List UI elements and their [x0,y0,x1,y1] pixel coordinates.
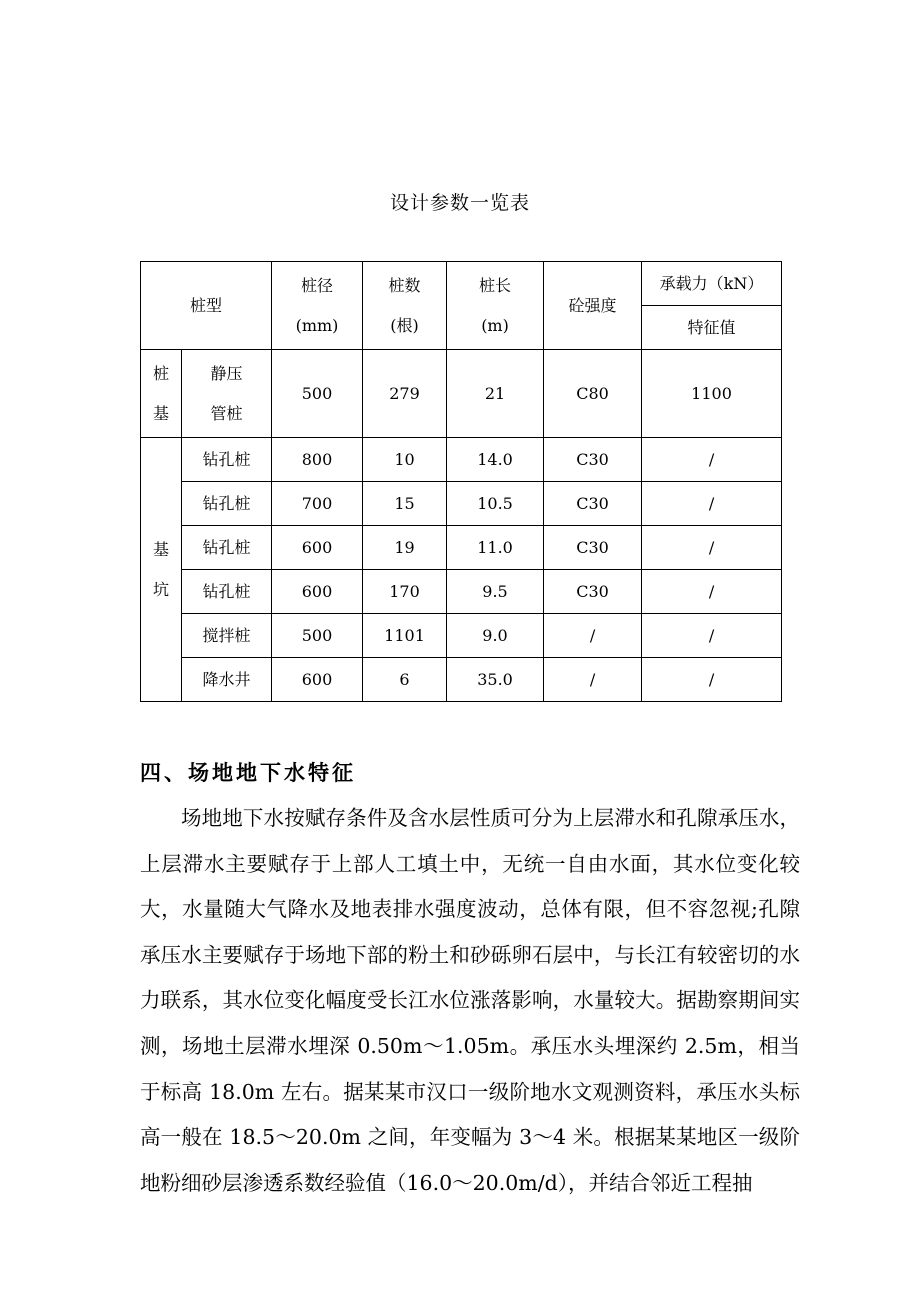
cell-length: 9.5 [447,570,544,614]
cell-type: 钻孔桩 [182,570,272,614]
table-row [141,438,782,482]
table-row [141,570,782,614]
cell-diameter: 600 [272,570,363,614]
cell-concrete: C30 [544,482,642,526]
header-count-unit: (根) [390,315,419,335]
cell-diameter: 500 [272,614,363,658]
cell-concrete: C80 [544,350,642,438]
cell-capacity: / [642,614,782,658]
group-foundation [141,350,182,438]
cell-length: 9.0 [447,614,544,658]
table-row [141,350,782,438]
cell-concrete: C30 [544,438,642,482]
cell-capacity: / [642,570,782,614]
table-title: 设计参数一览表 [389,192,530,214]
cell-diameter: 800 [272,438,363,482]
cell-diameter: 700 [272,482,363,526]
header-length [447,262,544,350]
header-diameter [272,262,363,350]
cell-count: 279 [363,350,447,438]
cell-length: 11.0 [447,526,544,570]
cell-capacity: / [642,658,782,702]
header-diameter-unit: (mm) [295,315,339,335]
cell-diameter: 500 [272,350,363,438]
cell-count: 6 [363,658,447,702]
cell-type: 钻孔桩 [182,482,272,526]
cell-diameter: 600 [272,658,363,702]
header-capacity-sub: 特征值 [642,306,782,350]
cell-count: 19 [363,526,447,570]
cell-type: 搅拌桩 [182,614,272,658]
table-row [141,658,782,702]
cell-count: 1101 [363,614,447,658]
header-length-label: 桩长 [479,275,512,295]
table-row [141,614,782,658]
header-diameter-label: 桩径 [301,275,334,295]
cell-type: 钻孔桩 [182,438,272,482]
paragraph: 场地地下水按赋存条件及含水层性质可分为上层滞水和孔隙承压水，上层滞水主要赋存于上部人工填土中，无统一自由水面，其水位变化较大，水量随大气降水及地表排水强度波动，总体有限，但不容忽视;孔隙承压水主要赋存于场地下部的粉土和砂砾卵石层中，与长江有较密切的水力联系，其水位变化幅度受长江水位涨落影响，水量较大。据勘察期间实测，场地土层滞水埋深 0.50m～1.05m。承压水头埋深约 2.5m，相当于标高 18.0m 左右。据某某市汉口一级阶地水文观测资料，承压水头标高一般在 18.5～20.0m 之间，年变幅为 3～4 米。根据某某地区一级阶地粉细砂层渗透系数经验值（16.0～20.0m/d），并结合邻近工程抽 [140,806,800,1195]
section-heading: 四、场地地下水特征 [140,761,356,785]
group-foundation-line2: 基 [152,403,169,423]
header-row [141,262,782,306]
cell-capacity: / [642,482,782,526]
cell-concrete: / [544,614,642,658]
table-row [141,526,782,570]
cell-length: 14.0 [447,438,544,482]
cell-diameter: 600 [272,526,363,570]
group-foundation-line1: 桩 [152,363,169,383]
cell-concrete: C30 [544,526,642,570]
cell-capacity: / [642,438,782,482]
cell-capacity: / [642,526,782,570]
cell-count: 10 [363,438,447,482]
cell-type-line1: 静压 [210,363,243,383]
group-pit [141,438,182,702]
header-count-label: 桩数 [388,275,421,295]
cell-capacity: 1100 [642,350,782,438]
cell-concrete: / [544,658,642,702]
cell-type [182,350,272,438]
header-length-unit: (m) [481,315,509,335]
table-row [141,482,782,526]
header-concrete: 砼强度 [544,262,642,350]
cell-type: 降水井 [182,658,272,702]
cell-concrete: C30 [544,570,642,614]
group-pit-line1: 基 [152,539,169,559]
header-count [363,262,447,350]
body-text [140,796,800,1206]
cell-length: 21 [447,350,544,438]
cell-count: 170 [363,570,447,614]
design-parameters-table [140,261,782,702]
cell-type-line2: 管桩 [210,403,243,423]
group-pit-line2: 坑 [152,579,169,599]
header-pile-type: 桩型 [141,262,272,350]
cell-length: 10.5 [447,482,544,526]
header-capacity: 承载力（kN） [642,262,782,306]
cell-type: 钻孔桩 [182,526,272,570]
cell-count: 15 [363,482,447,526]
cell-length: 35.0 [447,658,544,702]
